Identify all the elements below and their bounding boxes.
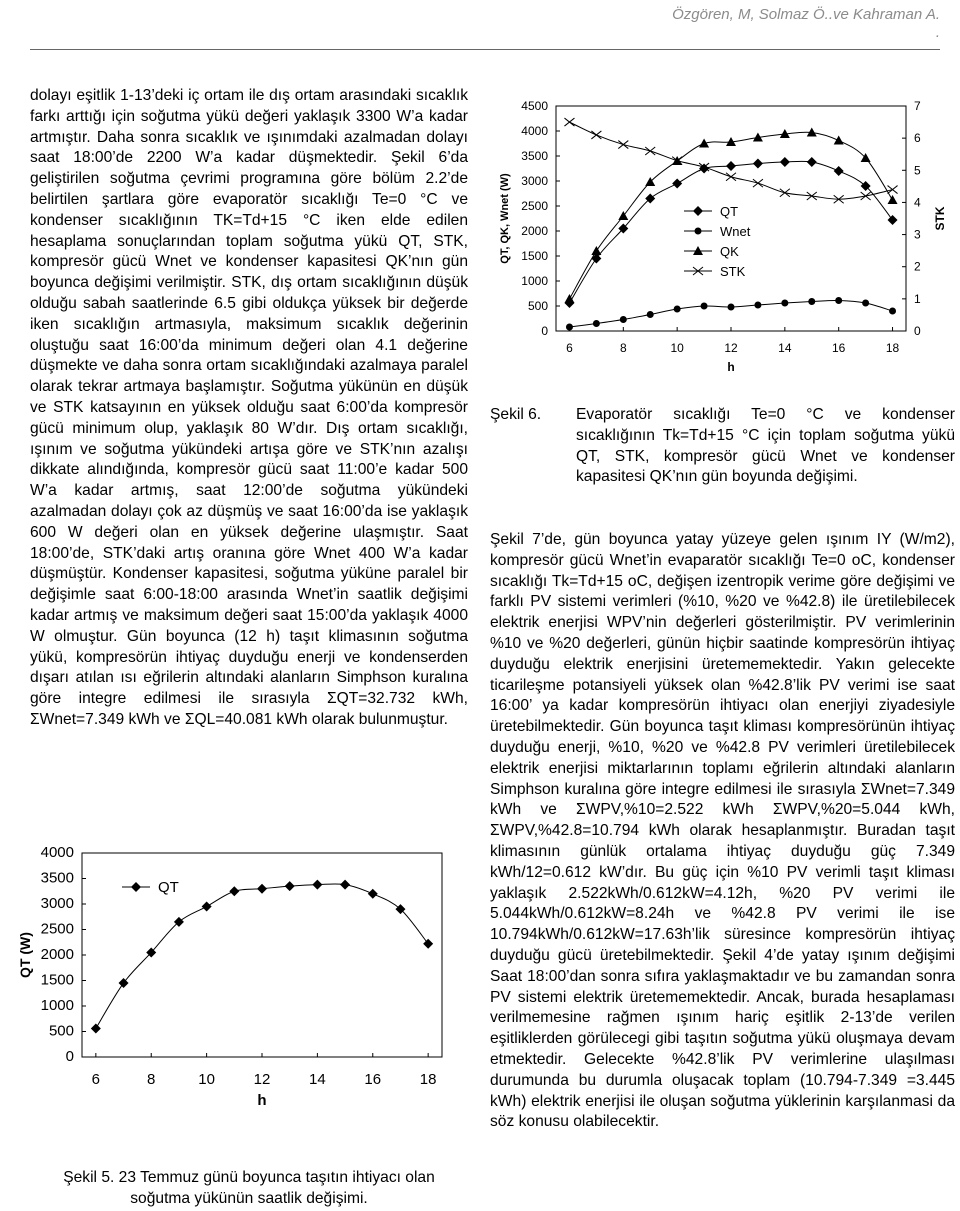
y-tick-label: 4000 [521,124,548,138]
series-line-qt [96,884,428,1029]
data-point-wnet [808,298,815,305]
data-point-qk [564,294,574,303]
data-point-qt [312,880,322,890]
y-tick-label: 3500 [40,869,74,887]
header-authors: Özgören, M, Solmaz Ö..ve Kahraman A. [672,6,940,23]
x-tick-label: 10 [198,1071,215,1088]
x-axis-label: h [727,360,735,374]
data-point-stk [726,173,736,181]
data-point-stk [618,141,628,149]
x-tick-label: 14 [309,1071,326,1088]
y-tick-label: 3000 [40,895,74,912]
figure-6-caption-text: Evaporatör sıcaklığı Te=0 °C ve kondenser sıcaklığının Tk=Td+15 °C için toplam soğutma yükü QT, STK, kompresör gücü Wnet ve kondenser kapasitesi QK’nın gün boyunda değişimi. [576,406,955,486]
y2-tick-label: 2 [914,259,921,274]
y-tick-label: 0 [541,324,548,338]
data-point-qt [202,902,212,912]
y2-tick-label: 6 [914,131,921,146]
data-point-qt [91,1023,101,1033]
data-point-wnet [566,324,573,331]
right-paragraph: Şekil 7’de, gün boyunca yatay yüzeye gelen ışınım IY (W/m2), kompresör gücü Wnet’in evaparatör sıcaklığı Te=0 oC, kondenser sıcaklığı Tk=Td+15 oC, değişen izentropik verime göre değişimi ve farklı PV sistemi verimleri (%10, %20 ve %42.8) ile üretilebilecek elektrik enerjisi WPV’nin değerleri gösterilmiştir. PV verimlerinin %10 ve %20 değerleri, günün hiçbir saatinde kompresörün ihtiyaç duyduğu elektrik enerjisini üretememektedir. Yakın gelecekte ticarileşme potansiyeli yüksek olan %42.8’lik PV verimi ise saat 16:00’ ya kadar kompresörün ihtiyacı olan enerjiyi ziyadesiyle üretebilmektedir. Gün boyunca taşıt kliması kompresörünün ihtiyaç duyduğu enerji, %10, %20 ve %42.8 PV verimleri üretilebilecek elektrik enerjisi miktarlarının toplamı eğrilerin altındaki alanların Simphson kuralına göre integre edilmesi ile sırasıyla ΣWnet=7.349 kWh ve ΣWPV,%10=2.522 kWh ΣWPV,%20=5.044 kWh, ΣWPV,%42.8=10.794 kWh olarak hesaplanmıştır. Buradan taşıt klimasının günlük ortalama ihtiyaç duyduğu güç 7.349 kWh/12=0.612 kW’dır. Bu güç için %10 PV verimli taşıt kliması yaklaşık 2.522kWh/0.612kW=4.12h, %20 PV verimi ile 5.044kWh/0.612kW=8.24h ve %42.8 PV verimi ile ise 10.794kWh/0.612kW=17.63h’lik süresince kompresörün ihtiyaç duyduğu gücü üretebilmektedir. Şekil 4’de yatay ışınım değişimi Saat 18:00’dan sonra sıfıra yaklaşmaktadır ve bu zamandan sonra PV sistemi elektrik üretememektedir. Ancak, burada hesaplaması verilmemesine rağmen ışınım hariç eşitlik 2-13’de verilen eşitliklerden görülecegi gibi taşıtın soğutma yükü oluşmaya devam etmektedir. Gelecekte %42.8’lik PV verimlerine ulaşılması durumunda bu durumla oluşacak toplam (10.794-7.349 =3.445 kWh) elektrik enerjisi ile oluşan soğutma yüklerinin karşılanmasi da söz konusu olabilecektir. [490,531,955,1131]
left-paragraph: dolayı eşitlik 1-13’deki iç ortam ile dış ortam arasındaki sıcaklık farkı arttığı için soğutma yükü değeri yaklaşık 3300 W’a kadar artmıştır. Daha sonra sıcaklık ve ışınımdaki azalmadan dolayı saat 18:00’de 2200 W’a kadar düşmektedir. Şekil 6’da geliştirilen soğutma çevrimi programına göre bölüm 2.2’de belirtilen şartlara göre evaporatör sıcaklığı Te=0 °C ve kondenser sıcaklığının TK=Td+15 °C iken elde edilen hesaplama sonuçlarından toplam soğutma yükü QT, STK, kompresör gücü Wnet ve kondenser kapasitesi QK’nın gün boyunca değişimi verilmiştir. STK, dış ortam sıcaklığının düşük olduğu sabah saatlerinde 6.5 gibi oldukça yüksek bir değerde iken sıcaklığın artmasıyla, maksimum sıcaklık değerinin oluştuğu saat 16:00’da minimum değeri olan 4.1 değerine düşmekte ve daha sonra ortam sıcaklığındaki azalmaya paralel olarak tekrar artmaya başlamıştır. Soğutma yükünün en düşük ve STK katsayının en yüksek olduğu saat 6:00’da kompresör gücü minimum olup, yaklaşık 80 W’dır. Dış ortam sıcaklığı, ışınım ve soğutma yükündeki artışa göre ve STK’nın azalışı dikkate alındığında, kompresör gücü saat 11:00’e kadar 500 W’a kadar artmış, saat 12:00’de soğutma yükündeki azalmadan dolayı çok az düşmüş ve saat 16:00’da ise yaklaşık 600 W değeri olan en yüksek değerine ulaşmıştır. Saat 18:00’de, STK’daki artış oranına göre Wnet 400 W’a kadar düşmüştür. Kondenser kapasitesi, soğutma yüküne paralel bir değişimle saat 6:00-18:00 arasında Wnet’in saatlik değişimi kadar artmış ve maksimum değeri saat 15:00’da yaklaşık 4000 W olmuştur. Gün boyunca (12 h) taşıt klimasının soğutma yükü, kompresörün ihtiyaç duyduğu enerji ve kondenserden dışarı atılan ısı eğrilerin altındaki alanların Simphson kuralına göre integre edilmesi ile sırasıyla ΣQT=32.732 kWh, ΣWnet=7.349 kWh ve ΣQL=40.081 kWh olarak bulunmuştur. [30,87,468,728]
y-tick-label: 2000 [40,946,74,963]
x-tick-label: 12 [724,341,738,355]
data-point-qt [285,881,295,891]
running-header [672,6,940,42]
data-point-qt [229,886,239,896]
data-point-qk [834,136,844,145]
data-point-qt [753,159,763,169]
right-column-body [490,530,955,1133]
data-point-wnet [620,316,627,323]
left-column-body [30,86,468,731]
y-axis-label: QT (W) [17,932,33,978]
data-point-stk [780,189,790,197]
data-point-stk [753,179,763,187]
figure-5-chart [10,840,460,1160]
data-point-wnet [647,311,654,318]
figure-6-caption-label: Şekil 6. [490,406,542,423]
header-rule [30,49,940,50]
y-tick-label: 1000 [521,274,548,288]
y2-tick-label: 7 [914,99,921,113]
y-tick-label: 2500 [40,920,74,938]
y-tick-label: 3000 [521,174,548,188]
series-line-stk [569,122,892,199]
legend-label-wnet: Wnet [720,224,751,239]
figure-5-caption-line1: Şekil 5. 23 Temmuz günü boyunca taşıtın ihtiyacı olan [63,1169,435,1186]
data-point-wnet [728,304,735,311]
legend-label-qt: QT [158,879,179,896]
y2-tick-label: 1 [914,291,921,306]
data-point-wnet [835,297,842,304]
y2-tick-label: 4 [914,195,921,210]
y-tick-label: 1000 [40,997,74,1014]
figure-6-caption [490,405,955,488]
legend-label-stk: STK [720,264,746,279]
y-tick-label: 500 [527,299,548,313]
data-point-stk [591,131,601,139]
data-point-qt [423,939,433,949]
y-tick-label: 3500 [521,149,548,163]
y2-tick-label: 3 [914,227,921,242]
x-tick-label: 8 [147,1071,156,1088]
y2-axis-label: STK [933,206,947,231]
data-point-qt [257,884,267,894]
data-point-qt [340,880,350,890]
y2-tick-label: 0 [914,324,921,338]
y-tick-label: 1500 [521,249,548,263]
y-tick-label: 4500 [521,99,548,113]
x-tick-label: 6 [91,1071,101,1088]
data-point-wnet [889,308,896,315]
data-point-wnet [674,306,681,313]
y-tick-label: 4000 [40,844,74,861]
y-tick-label: 2500 [521,199,548,213]
x-tick-label: 14 [778,341,792,355]
data-point-wnet [781,300,788,307]
data-point-stk [888,186,898,194]
x-tick-label: 18 [885,341,900,355]
data-point-qt [672,179,682,189]
figure-5-caption-line2: soğutma yükünün saatlik değişimi. [130,1189,368,1207]
y-axis-label: QT, QK, Wnet (W) [499,173,511,264]
figure-6-chart [486,86,956,426]
legend-label-qt: QT [720,204,739,219]
data-point-qt [780,157,790,167]
legend-marker-qt [131,882,141,892]
legend-marker-wnet [695,228,702,235]
data-point-wnet [862,300,869,307]
y-tick-label: 2000 [521,224,548,238]
data-point-qt [726,161,736,171]
x-tick-label: 18 [419,1071,437,1088]
data-point-qk [591,246,601,255]
data-point-qt [807,157,817,167]
x-axis-label: h [257,1092,267,1109]
x-tick-label: 6 [566,341,573,355]
data-point-wnet [593,320,600,327]
data-point-qk [888,195,898,204]
legend-label-qk: QK [720,244,739,259]
figure-5-caption [30,1168,468,1210]
data-point-qt [368,889,378,899]
data-point-wnet [701,303,708,310]
legend-marker-qt [693,206,703,216]
data-point-qk [618,211,628,220]
x-tick-label: 8 [619,341,627,355]
data-point-qt [119,978,129,988]
x-tick-label: 10 [670,341,684,355]
y-tick-label: 500 [48,1022,74,1040]
y-tick-label: 0 [65,1048,74,1065]
data-point-stk [861,192,871,200]
x-tick-label: 12 [253,1071,271,1088]
header-dot: . [935,24,940,41]
data-point-stk [564,118,574,126]
data-point-wnet [754,302,761,309]
data-point-qt [834,166,844,176]
y-tick-label: 1500 [40,971,74,989]
data-point-stk [645,147,655,155]
x-tick-label: 16 [832,341,846,355]
y2-tick-label: 5 [914,163,921,178]
x-tick-label: 16 [364,1071,382,1088]
data-point-qt [888,215,898,225]
